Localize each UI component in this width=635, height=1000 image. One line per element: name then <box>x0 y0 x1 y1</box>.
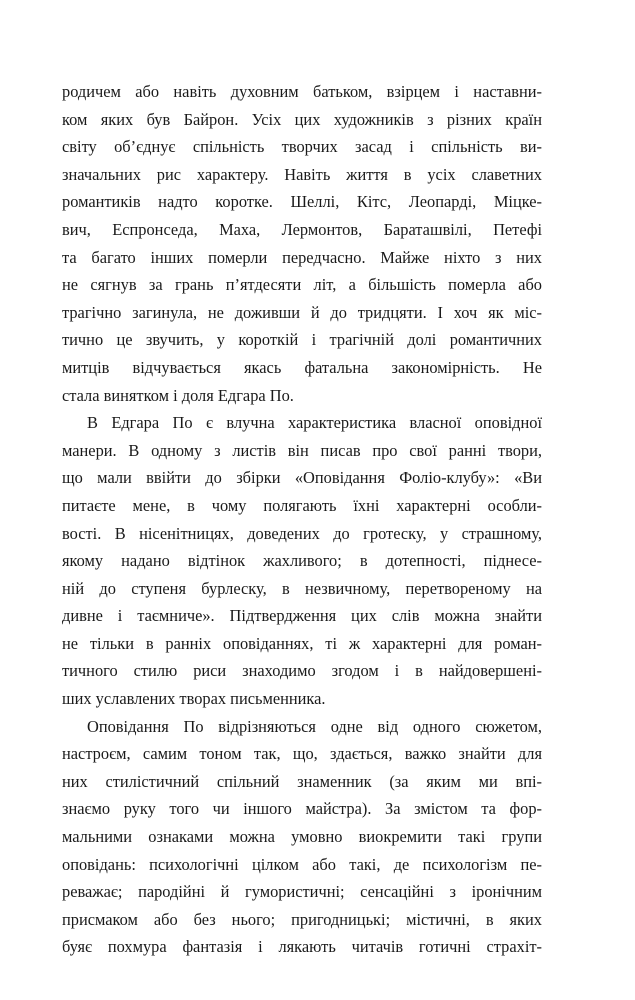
text-line: митців відчувається якась фатальна закономірність. Не <box>62 357 542 377</box>
text-line: ком яких був Байрон. Усіх цих художників з різних країн <box>62 109 542 129</box>
text-line: не тільки в ранніх оповіданнях, ті ж характерні для роман- <box>62 633 542 653</box>
text-line: романтиків надто коротке. Шеллі, Кітс, Леопарді, Міцке- <box>62 192 542 212</box>
text-line: світу об’єднує спільність творчих засад і спільність ви- <box>62 137 542 157</box>
text-line: вич, Еспронседа, Маха, Лермонтов, Бараташвілі, Петефі <box>62 219 542 239</box>
text-line: них стилістичний спільний знаменник (за яким ми впі- <box>62 771 542 791</box>
text-line: В Едгара По є влучна характеристика власної оповідної <box>87 413 542 433</box>
text-line: та багато інших померли передчасно. Майже ніхто з них <box>62 247 542 267</box>
text-line: дивне і таємниче». Підтвердження цих слів можна знайти <box>62 606 542 626</box>
text-line: питаєте мене, в чому полягають їхні характерні особли- <box>62 495 542 515</box>
text-line: не сягнув за грань п’ятдесяти літ, а більшість померла або <box>62 275 542 295</box>
text-line: вості. В нісенітницях, доведених до гротеску, у страшному, <box>62 523 542 543</box>
text-line: значальних рис характеру. Навіть життя в усіх славетних <box>62 164 542 184</box>
text-line: мальними ознаками можна умовно виокремити такі групи <box>62 827 542 847</box>
text-line: ших уславлених творах письменника. <box>62 689 326 709</box>
text-line: трагічно загинула, не доживши й до тридцяти. І хоч як міс- <box>62 302 542 322</box>
text-line: тичного стилю риси знаходимо згодом і в найдовершені- <box>62 661 542 681</box>
text-line: знаємо руку того чи іншого майстра). За змістом та фор- <box>62 799 542 819</box>
text-line: родичем або навіть духовним батьком, взірцем і наставни- <box>62 82 542 101</box>
text-line: буяє похмура фантазія і лякають читачів готичні страхіт- <box>62 937 542 957</box>
text-line: оповідань: психологічні цілком або такі, де психологізм пе- <box>62 854 542 874</box>
paragraph-1 <box>62 78 542 409</box>
paragraph-3 <box>62 713 542 961</box>
text-line: настроєм, самим тоном так, що, здається, важко знайти для <box>62 744 542 764</box>
text-line: Оповідання По відрізняються одне від одного сюжетом, <box>87 716 542 736</box>
text-line: присмаком або без нього; пригодницькі; містичні, в яких <box>62 909 542 929</box>
text-line: якому надано відтінок жахливого; в дотепності, піднесе- <box>62 551 542 571</box>
text-line: ній до ступеня бурлеску, в незвичному, перетвореному на <box>62 578 542 598</box>
text-line: реважає; пародійні й гумористичні; сенсаційні з іронічним <box>62 882 542 902</box>
text-line: манери. В одному з листів він писав про свої ранні твори, <box>62 440 542 460</box>
paragraph-2 <box>62 409 542 713</box>
text-line: стала винятком і доля Едгара По. <box>62 385 294 405</box>
body-text <box>62 78 542 961</box>
text-line: тично це звучить, у короткій і трагічній долі романтичних <box>62 330 542 350</box>
text-line: що мали ввійти до збірки «Оповідання Фоліо-клубу»: «Ви <box>62 468 542 488</box>
